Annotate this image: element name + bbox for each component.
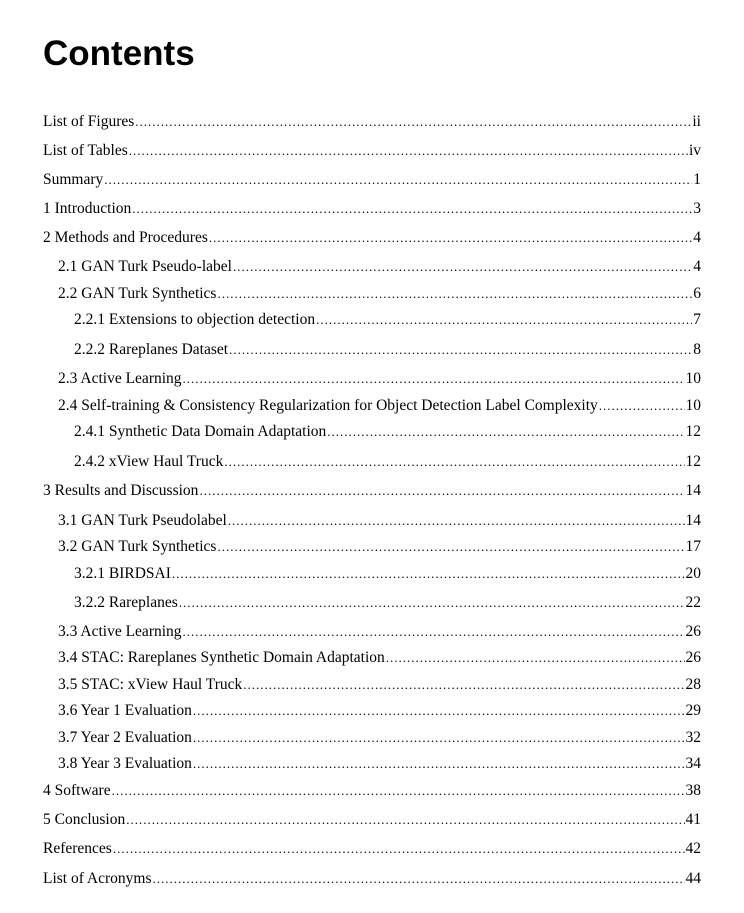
dot-leader [228,510,685,532]
toc-entry-results[interactable] [43,480,701,502]
toc-entry-label: 2 Methods and Procedures [43,229,208,246]
toc-entry-page: 38 [685,782,701,799]
toc-entry-page: 4 [693,229,701,246]
toc-entry-page: 10 [685,397,701,414]
dot-leader [135,111,691,133]
dot-leader [193,753,685,775]
toc-entry-3-7[interactable] [58,727,701,749]
toc-entry-label: List of Tables [43,142,128,159]
dot-leader [217,536,684,558]
toc-entry-label: 2.3 Active Learning [58,370,182,387]
toc-entry-list-of-acronyms[interactable] [43,868,701,890]
toc-entry-3-4[interactable] [58,647,701,669]
toc-entry-2-4-1[interactable] [74,421,701,443]
toc-entry-label: 3.4 STAC: Rareplanes Synthetic Domain Adaptation [58,649,385,666]
toc-entry-page: ii [692,113,701,130]
dot-leader [229,339,692,361]
dot-leader [217,283,692,305]
dot-leader [183,368,685,390]
toc-entry-conclusion[interactable] [43,809,701,831]
dot-leader [224,451,684,473]
dot-leader [386,647,685,669]
dot-leader [327,421,684,443]
dot-leader [132,198,692,220]
toc-entry-label: 4 Software [43,782,111,799]
toc-entry-label: 3.3 Active Learning [58,623,182,640]
toc-entry-label: 2.2 GAN Turk Synthetics [58,285,217,302]
toc-entry-page: 12 [685,453,701,470]
toc-entry-label: 3.2.1 BIRDSAI [74,565,171,582]
dot-leader [179,592,685,614]
dot-leader [126,809,684,831]
toc-entry-page: 3 [693,200,701,217]
toc-entry-label: 3.2 GAN Turk Synthetics [58,538,217,555]
toc-entry-3-8[interactable] [58,753,701,775]
toc-entry-page: 20 [685,565,701,582]
toc-entry-introduction[interactable] [43,198,701,220]
toc-entry-references[interactable] [43,838,701,860]
toc-entry-page: 12 [685,423,701,440]
toc-entry-3-3[interactable] [58,621,701,643]
toc-entry-software[interactable] [43,780,701,802]
dot-leader [233,256,692,278]
toc-entry-3-5[interactable] [58,674,701,696]
dot-leader [183,621,685,643]
dot-leader [193,700,685,722]
toc-entry-page: 26 [685,649,701,666]
toc-entry-2-1[interactable] [58,256,701,278]
toc-entry-label: 1 Introduction [43,200,132,217]
toc-entry-2-4[interactable] [58,395,701,417]
toc-entry-page: 8 [693,341,701,358]
toc-entry-2-4-2[interactable] [74,451,701,473]
toc-entry-list-of-figures[interactable] [43,111,701,133]
toc-entry-label: 3 Results and Discussion [43,482,199,499]
toc-entry-label: References [43,840,112,857]
toc-entry-page: 42 [685,840,701,857]
toc-entry-page: 6 [693,285,701,302]
toc-entry-label: 2.4 Self-training & Consistency Regularization for Object Detection Label Complexity [58,397,598,414]
toc-entry-label: 2.2.1 Extensions to objection detection [74,311,316,328]
toc-entry-label: 2.4.1 Synthetic Data Domain Adaptation [74,423,327,440]
toc-entry-page: 22 [685,594,701,611]
toc-entry-label: 3.7 Year 2 Evaluation [58,729,192,746]
toc-entry-page: 32 [685,729,701,746]
dot-leader [599,395,685,417]
toc-entry-label: 3.1 GAN Turk Pseudolabel [58,512,227,529]
page-title: Contents [43,34,195,73]
toc-entry-page: 26 [685,623,701,640]
toc-entry-list-of-tables[interactable] [43,140,701,162]
toc-entry-page: 4 [693,258,701,275]
toc-entry-2-2-2[interactable] [74,339,701,361]
dot-leader [172,563,685,585]
toc-entry-3-1[interactable] [58,510,701,532]
toc-entry-2-2[interactable] [58,283,701,305]
toc-entry-page: 7 [693,311,701,328]
toc-entry-page: 17 [685,538,701,555]
toc-entry-3-2-2[interactable] [74,592,701,614]
toc-entry-page: 44 [685,870,701,887]
toc-entry-label: 2.2.2 Rareplanes Dataset [74,341,229,358]
toc-entry-methods[interactable] [43,227,701,249]
toc-entry-label: Summary [43,171,104,188]
toc-entry-page: 34 [685,755,701,772]
toc-entry-3-2-1[interactable] [74,563,701,585]
toc-entry-3-6[interactable] [58,700,701,722]
toc-entry-label: 2.4.2 xView Haul Truck [74,453,224,470]
toc-entry-page: 10 [685,370,701,387]
toc-entry-page: 14 [685,482,701,499]
dot-leader [209,227,692,249]
toc-entry-label: List of Acronyms [43,870,152,887]
toc-entry-label: 3.5 STAC: xView Haul Truck [58,676,243,693]
toc-entry-2-3[interactable] [58,368,701,390]
toc-entry-summary[interactable] [43,169,701,191]
toc-entry-page: 28 [685,676,701,693]
dot-leader [243,674,684,696]
toc-entry-label: 3.2.2 Rareplanes [74,594,178,611]
toc-entry-page: 1 [693,171,701,188]
toc-entry-label: 3.8 Year 3 Evaluation [58,755,192,772]
toc-entry-3-2[interactable] [58,536,701,558]
toc-entry-label: 3.6 Year 1 Evaluation [58,702,192,719]
dot-leader [316,309,692,331]
toc-entry-label: 2.1 GAN Turk Pseudo-label [58,258,232,275]
dot-leader [199,480,684,502]
toc-entry-label: List of Figures [43,113,135,130]
dot-leader [193,727,685,749]
toc-entry-page: 41 [685,811,701,828]
dot-leader [153,868,685,890]
dot-leader [112,780,685,802]
dot-leader [129,140,688,162]
toc-entry-2-2-1[interactable] [74,309,701,331]
toc-entry-page: 29 [685,702,701,719]
toc-entry-page: iv [688,142,701,159]
dot-leader [104,169,692,191]
dot-leader [113,838,685,860]
toc-entry-label: 5 Conclusion [43,811,126,828]
toc-entry-page: 14 [685,512,701,529]
